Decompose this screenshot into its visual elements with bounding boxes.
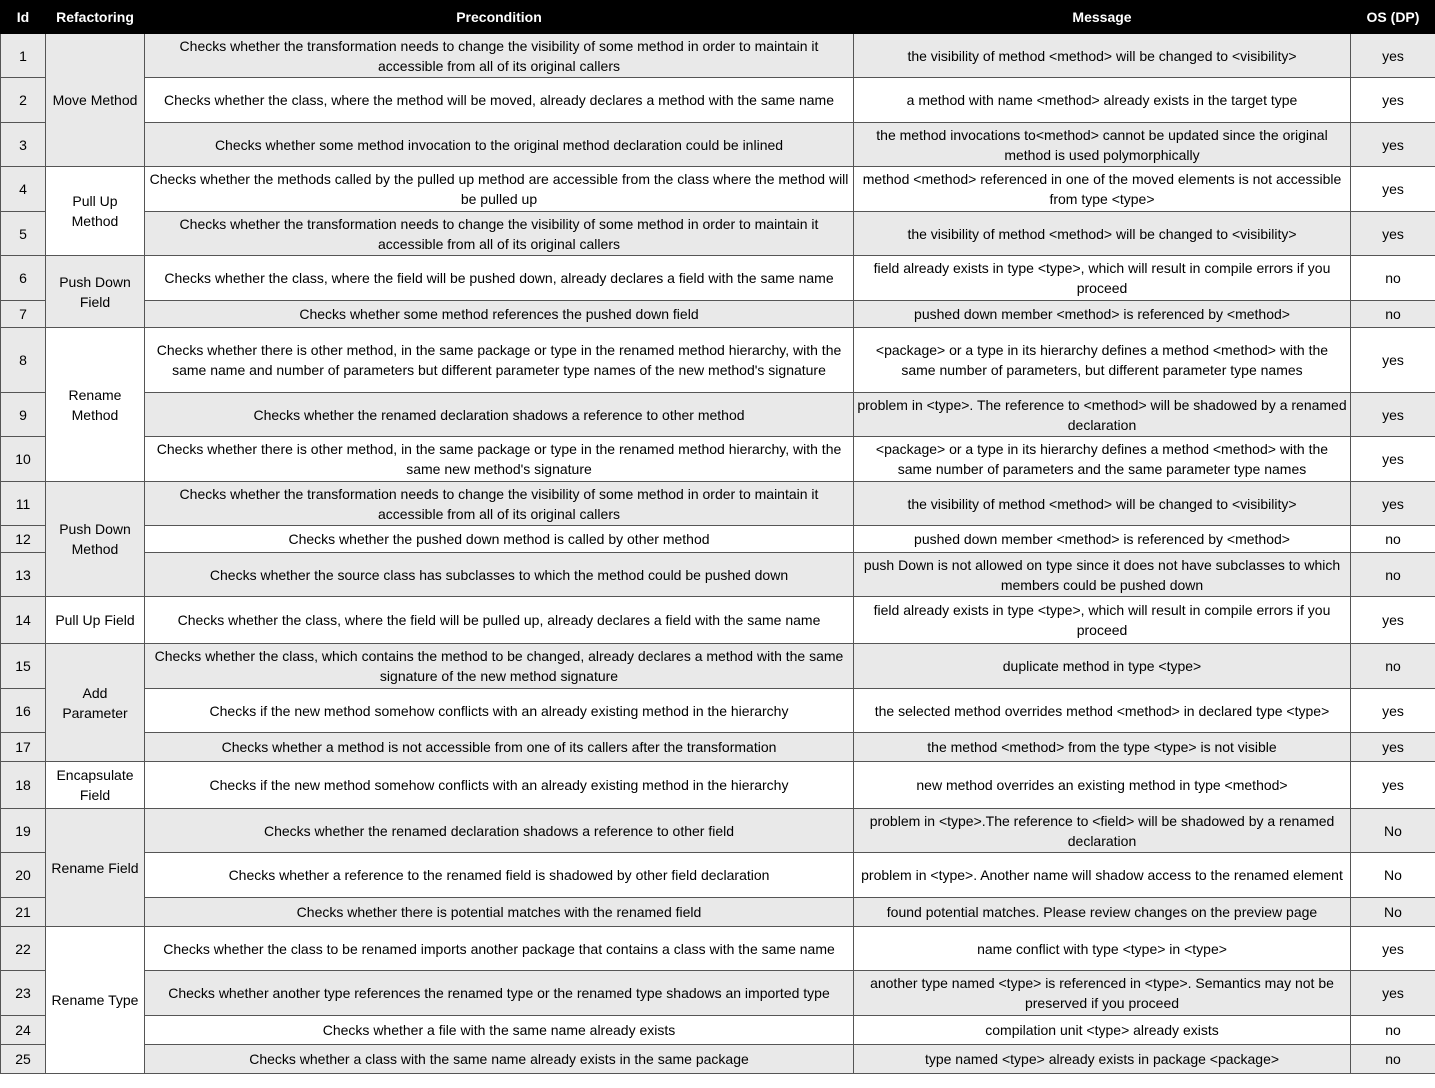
os-cell: yes xyxy=(1351,597,1435,644)
precondition-cell: Checks whether the methods called by the pulled up method are accessible from the class where the method will be pulled up xyxy=(145,167,854,212)
table-row xyxy=(1,328,1435,393)
table-row xyxy=(1,853,1435,898)
table-row xyxy=(1,256,1435,301)
os-cell: yes xyxy=(1351,123,1435,167)
row-id: 7 xyxy=(1,301,46,328)
row-id: 22 xyxy=(1,927,46,971)
row-id: 5 xyxy=(1,212,46,256)
table-row xyxy=(1,123,1435,167)
message-cell: push Down is not allowed on type since it does not have subclasses to which members could be pushed down xyxy=(854,553,1351,597)
refactoring-name: Encapsulate Field xyxy=(46,762,145,809)
precondition-cell: Checks whether the renamed declaration shadows a reference to other method xyxy=(145,393,854,437)
header-row xyxy=(1,1,1435,34)
table-row xyxy=(1,437,1435,482)
os-cell: no xyxy=(1351,553,1435,597)
os-cell: no xyxy=(1351,644,1435,689)
message-cell: found potential matches. Please review changes on the preview page xyxy=(854,898,1351,927)
precondition-cell: Checks whether the class, where the field will be pulled up, already declares a field with the same name xyxy=(145,597,854,644)
row-id: 21 xyxy=(1,898,46,927)
message-cell: type named <type> already exists in package <package> xyxy=(854,1045,1351,1074)
message-cell: the visibility of method <method> will be changed to <visibility> xyxy=(854,482,1351,526)
precondition-cell: Checks whether the class, where the method will be moved, already declares a method with the same name xyxy=(145,78,854,123)
row-id: 16 xyxy=(1,689,46,733)
row-id: 25 xyxy=(1,1045,46,1074)
refactoring-name: Pull Up Field xyxy=(46,597,145,644)
message-cell: field already exists in type <type>, which will result in compile errors if you proceed xyxy=(854,256,1351,301)
os-cell: no xyxy=(1351,526,1435,553)
os-cell: yes xyxy=(1351,971,1435,1016)
row-id: 9 xyxy=(1,393,46,437)
row-id: 12 xyxy=(1,526,46,553)
message-cell: a method with name <method> already exists in the target type xyxy=(854,78,1351,123)
os-cell: No xyxy=(1351,853,1435,898)
row-id: 19 xyxy=(1,809,46,853)
precondition-cell: Checks whether a class with the same name already exists in the same package xyxy=(145,1045,854,1074)
os-cell: no xyxy=(1351,256,1435,301)
table-row xyxy=(1,34,1435,78)
row-id: 24 xyxy=(1,1016,46,1045)
refactoring-name: Rename Type xyxy=(46,927,145,1074)
os-cell: no xyxy=(1351,301,1435,328)
message-cell: new method overrides an existing method in type <method> xyxy=(854,762,1351,809)
precondition-cell: Checks whether there is potential matches with the renamed field xyxy=(145,898,854,927)
header-os: OS (DP) xyxy=(1351,1,1435,34)
os-cell: yes xyxy=(1351,212,1435,256)
message-cell: method <method> referenced in one of the moved elements is not accessible from type <type> xyxy=(854,167,1351,212)
table-row xyxy=(1,212,1435,256)
row-id: 20 xyxy=(1,853,46,898)
header-precondition: Precondition xyxy=(145,1,854,34)
table-row xyxy=(1,393,1435,437)
table-row xyxy=(1,167,1435,212)
precondition-cell: Checks if the new method somehow conflicts with an already existing method in the hierarchy xyxy=(145,762,854,809)
refactoring-name: Rename Method xyxy=(46,328,145,482)
message-cell: field already exists in type <type>, which will result in compile errors if you proceed xyxy=(854,597,1351,644)
message-cell: the visibility of method <method> will be changed to <visibility> xyxy=(854,34,1351,78)
message-cell: <package> or a type in its hierarchy defines a method <method> with the same number of parameters, but different parameter type names xyxy=(854,328,1351,393)
refactoring-name: Move Method xyxy=(46,34,145,167)
os-cell: yes xyxy=(1351,393,1435,437)
os-cell: no xyxy=(1351,1016,1435,1045)
precondition-cell: Checks whether a file with the same name already exists xyxy=(145,1016,854,1045)
precondition-cell: Checks whether there is other method, in the same package or type in the renamed method hierarchy, with the same new method's signature xyxy=(145,437,854,482)
message-cell: duplicate method in type <type> xyxy=(854,644,1351,689)
table-row xyxy=(1,689,1435,733)
os-cell: yes xyxy=(1351,328,1435,393)
os-cell: no xyxy=(1351,1045,1435,1074)
refactoring-name: Rename Field xyxy=(46,809,145,927)
row-id: 18 xyxy=(1,762,46,809)
refactoring-name: Add Parameter xyxy=(46,644,145,762)
table-row xyxy=(1,733,1435,762)
precondition-cell: Checks whether the class, which contains the method to be changed, already declares a method with the same signature of the new method signature xyxy=(145,644,854,689)
row-id: 11 xyxy=(1,482,46,526)
table-row xyxy=(1,526,1435,553)
refactoring-name: Pull Up Method xyxy=(46,167,145,256)
os-cell: yes xyxy=(1351,34,1435,78)
precondition-cell: Checks whether another type references the renamed type or the renamed type shadows an imported type xyxy=(145,971,854,1016)
message-cell: the method invocations to<method> cannot be updated since the original method is used polymorphically xyxy=(854,123,1351,167)
table-row xyxy=(1,553,1435,597)
message-cell: problem in <type>. The reference to <method> will be shadowed by a renamed declaration xyxy=(854,393,1351,437)
table-row xyxy=(1,301,1435,328)
precondition-cell: Checks whether there is other method, in the same package or type in the renamed method hierarchy, with the same name and number of parameters but different parameter type names of the new method's signature xyxy=(145,328,854,393)
table-row xyxy=(1,597,1435,644)
table-row xyxy=(1,927,1435,971)
message-cell: pushed down member <method> is referenced by <method> xyxy=(854,301,1351,328)
precondition-cell: Checks whether the transformation needs to change the visibility of some method in order to maintain it accessible from all of its original callers xyxy=(145,212,854,256)
table-row xyxy=(1,762,1435,809)
os-cell: yes xyxy=(1351,482,1435,526)
precondition-cell: Checks whether some method invocation to the original method declaration could be inlined xyxy=(145,123,854,167)
row-id: 8 xyxy=(1,328,46,393)
precondition-cell: Checks whether the transformation needs to change the visibility of some method in order to maintain it accessible from all of its original callers xyxy=(145,482,854,526)
message-cell: pushed down member <method> is referenced by <method> xyxy=(854,526,1351,553)
precondition-cell: Checks whether a method is not accessible from one of its callers after the transformation xyxy=(145,733,854,762)
message-cell: the visibility of method <method> will be changed to <visibility> xyxy=(854,212,1351,256)
message-cell: problem in <type>.The reference to <field> will be shadowed by a renamed declaration xyxy=(854,809,1351,853)
precondition-cell: Checks whether the pushed down method is called by other method xyxy=(145,526,854,553)
message-cell: compilation unit <type> already exists xyxy=(854,1016,1351,1045)
table-row xyxy=(1,971,1435,1016)
row-id: 4 xyxy=(1,167,46,212)
row-id: 23 xyxy=(1,971,46,1016)
os-cell: yes xyxy=(1351,689,1435,733)
row-id: 14 xyxy=(1,597,46,644)
os-cell: yes xyxy=(1351,927,1435,971)
row-id: 3 xyxy=(1,123,46,167)
table-row xyxy=(1,78,1435,123)
table-row xyxy=(1,809,1435,853)
precondition-cell: Checks whether the renamed declaration shadows a reference to other field xyxy=(145,809,854,853)
row-id: 6 xyxy=(1,256,46,301)
os-cell: yes xyxy=(1351,762,1435,809)
precondition-cell: Checks whether the source class has subclasses to which the method could be pushed down xyxy=(145,553,854,597)
os-cell: yes xyxy=(1351,437,1435,482)
os-cell: No xyxy=(1351,898,1435,927)
message-cell: another type named <type> is referenced in <type>. Semantics may not be preserved if you proceed xyxy=(854,971,1351,1016)
message-cell: <package> or a type in its hierarchy defines a method <method> with the same number of parameters and the same parameter type names xyxy=(854,437,1351,482)
os-cell: yes xyxy=(1351,78,1435,123)
row-id: 10 xyxy=(1,437,46,482)
message-cell: name conflict with type <type> in <type> xyxy=(854,927,1351,971)
header-refactoring: Refactoring xyxy=(46,1,145,34)
precondition-cell: Checks if the new method somehow conflicts with an already existing method in the hierarchy xyxy=(145,689,854,733)
message-cell: the selected method overrides method <method> in declared type <type> xyxy=(854,689,1351,733)
precondition-cell: Checks whether the class, where the field will be pushed down, already declares a field with the same name xyxy=(145,256,854,301)
table-row xyxy=(1,1016,1435,1045)
row-id: 13 xyxy=(1,553,46,597)
os-cell: yes xyxy=(1351,167,1435,212)
row-id: 2 xyxy=(1,78,46,123)
table-row xyxy=(1,482,1435,526)
precondition-cell: Checks whether the transformation needs to change the visibility of some method in order to maintain it accessible from all of its original callers xyxy=(145,34,854,78)
precondition-cell: Checks whether some method references the pushed down field xyxy=(145,301,854,328)
row-id: 17 xyxy=(1,733,46,762)
os-cell: No xyxy=(1351,809,1435,853)
table-row xyxy=(1,644,1435,689)
header-message: Message xyxy=(854,1,1351,34)
message-cell: the method <method> from the type <type> is not visible xyxy=(854,733,1351,762)
table-row xyxy=(1,1045,1435,1074)
message-cell: problem in <type>. Another name will shadow access to the renamed element xyxy=(854,853,1351,898)
header-id: Id xyxy=(1,1,46,34)
precondition-cell: Checks whether the class to be renamed imports another package that contains a class with the same name xyxy=(145,927,854,971)
refactoring-name: Push Down Method xyxy=(46,482,145,597)
refactoring-name: Push Down Field xyxy=(46,256,145,328)
os-cell: yes xyxy=(1351,733,1435,762)
table-body xyxy=(1,34,1435,1074)
table-row xyxy=(1,898,1435,927)
row-id: 1 xyxy=(1,34,46,78)
row-id: 15 xyxy=(1,644,46,689)
precondition-cell: Checks whether a reference to the renamed field is shadowed by other field declaration xyxy=(145,853,854,898)
